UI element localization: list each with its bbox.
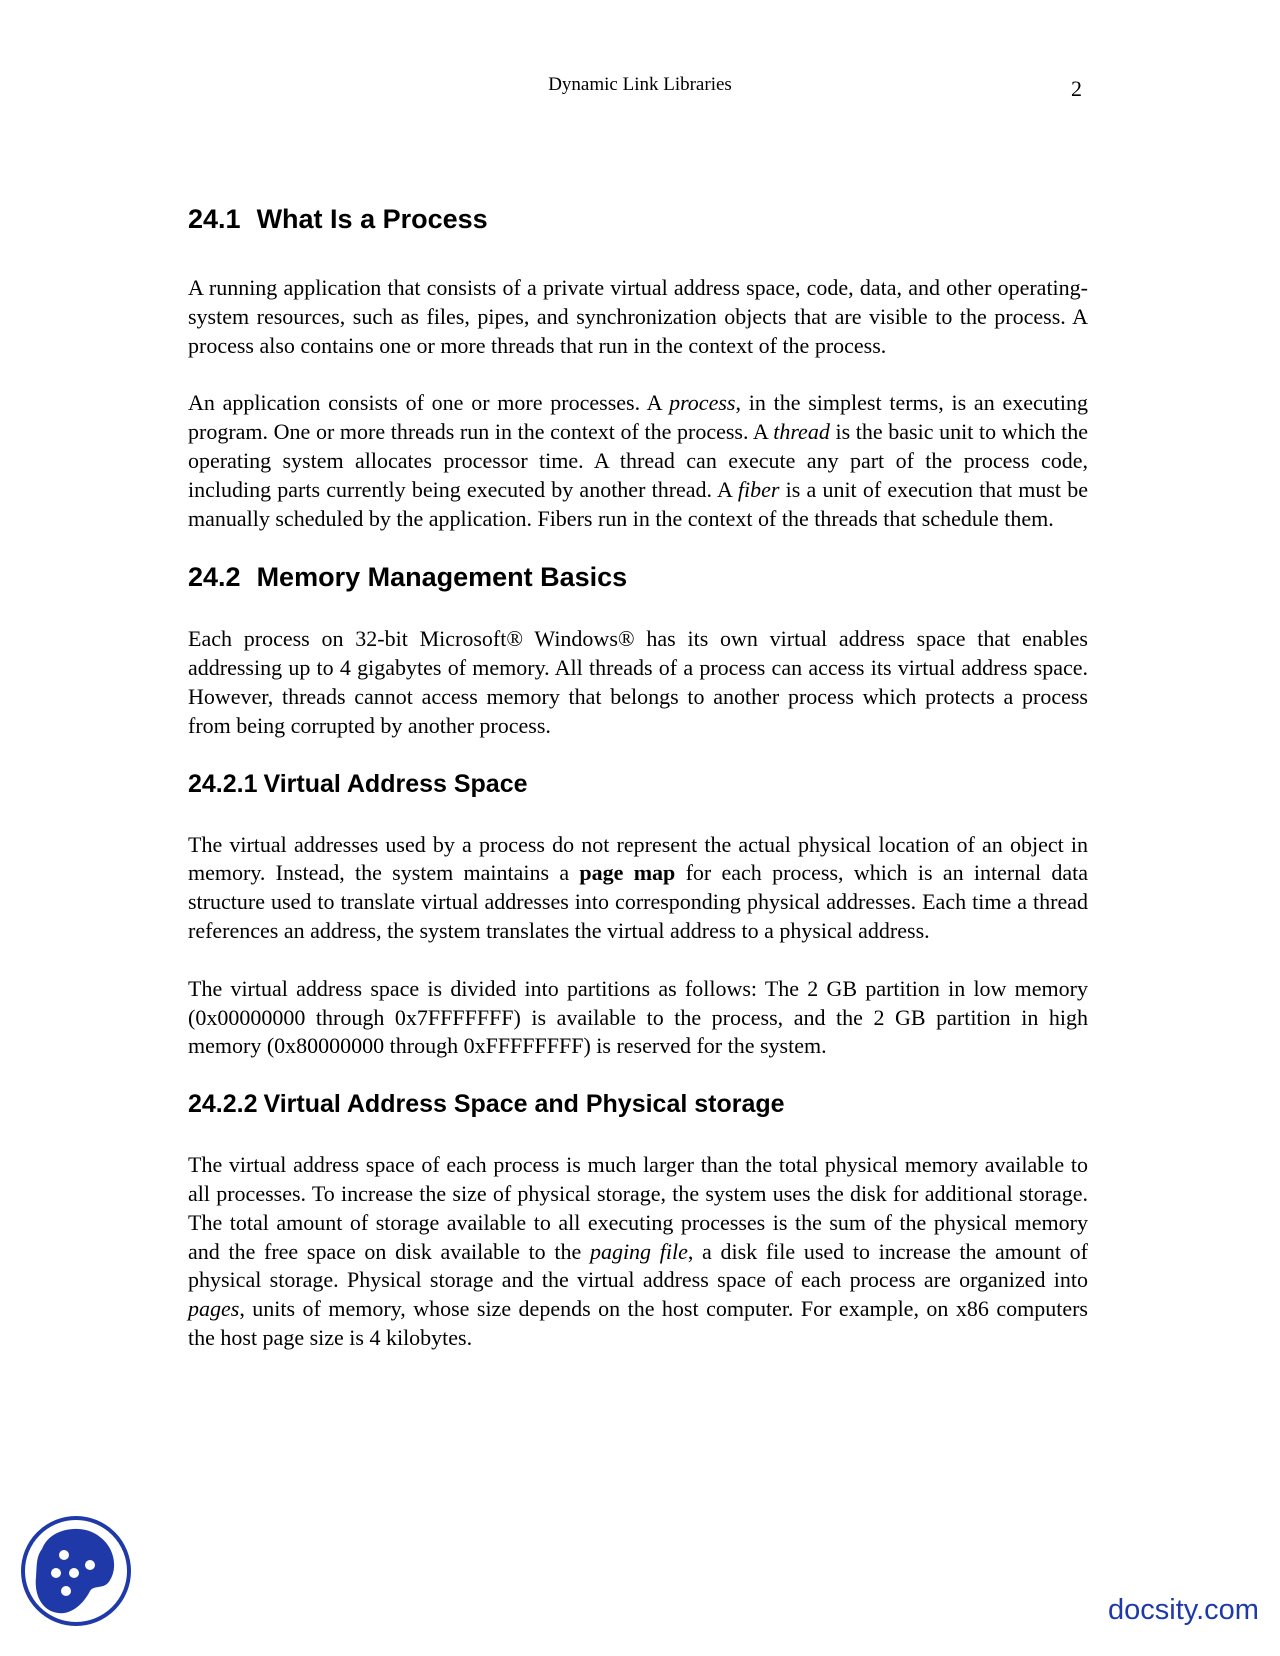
section-heading-24-2-2 [188, 1090, 1088, 1119]
section-heading-24-2 [188, 562, 1088, 593]
section-number: 24.2.1 [188, 769, 258, 798]
section-number: 24.1 [188, 204, 241, 234]
text-run: for each process, which is an internal data structure used to translate virtual addresses into corresponding physical addresses. Each time a thread references an address, the system translates the virtual address to a physical address. [188, 860, 1089, 943]
paragraph-partitions: The virtual address space is divided into partitions as follows: The 2 GB partition in low memory (0x00000000 through 0x7FFFFFFF) is available to the process, and the 2 GB partition in high memory (0x80000000 through 0xFFFFFFFF) is reserved for the system. [188, 975, 1088, 1059]
text-run: is a unit of execution that must be manually scheduled by the application. Fibers run in the context of the threads that schedule them. [188, 476, 1088, 531]
text-run: , units of memory, whose size depends on the host computer. For example, on x86 computers the host page size is 4 kilobytes. [188, 1296, 1088, 1350]
section-title: What Is a Process [256, 204, 488, 234]
docsity-logo-graphic [20, 1515, 132, 1627]
term-page-map: page map [579, 860, 676, 886]
section-title: Memory Management Basics [256, 562, 628, 593]
docsity-logo-icon[interactable] [20, 1515, 132, 1627]
running-header: Dynamic Link Libraries [548, 74, 732, 95]
term-thread: thread [773, 419, 830, 445]
paragraph-virtual-addresses [188, 831, 1088, 946]
text-run: , a disk file used to increase the amount of physical storage. Physical storage and the virtual address space of each process are organized into [188, 1238, 1088, 1293]
paragraph-process-thread-fiber [188, 389, 1088, 533]
text-run: An application consists of one or more processes. A [188, 390, 670, 416]
page-content [188, 200, 1088, 1353]
page-number: 2 [1071, 76, 1082, 101]
paragraph-process-definition: A running application that consists of a private virtual address space, code, data, and other operating-system resources, such as files, pipes, and synchronization objects that are visible to the process. A process also contains one or more threads that run in the context of the process. [188, 275, 1088, 358]
section-number: 24.2 [188, 562, 241, 593]
text-run: The virtual addresses used by a process do not represent the actual physical location of an object in memory. Instead, the system maintains a [188, 831, 1088, 886]
term-pages: pages [188, 1296, 240, 1322]
section-title: Virtual Address Space and Physical storage [263, 1090, 785, 1119]
text-run: is the basic unit to which the operating system allocates processor time. A thread can execute any part of the process code, including parts currently being executed by another thread. A [188, 419, 1089, 502]
text-run: , in the simplest terms, is an executing program. One or more threads run in the context of the process. A [188, 390, 1088, 445]
section-heading-24-2-1 [188, 770, 1088, 799]
paragraph-memory-basics: Each process on 32-bit Microsoft® Windows® has its own virtual address space that enables addressing up to 4 gigabytes of memory. All threads of a process can access its virtual address space. However, threads cannot access memory that belongs to another process which protects a process from being corrupted by another process. [188, 626, 1088, 738]
term-process: process [669, 390, 736, 416]
section-heading-24-1 [188, 204, 1088, 235]
term-fiber: fiber [737, 476, 780, 502]
section-title: Virtual Address Space [263, 769, 528, 798]
section-number: 24.2.2 [188, 1090, 258, 1119]
docsity-brand-link[interactable]: docsity.com [1108, 1594, 1259, 1626]
paragraph-physical-storage [188, 1151, 1088, 1353]
text-run: The virtual address space of each process is much larger than the total physical memory available to all processes. To increase the size of physical storage, the system uses the disk for additional storage. The total amount of storage available to all executing processes is the sum of the physical memory and the free space on disk available to the [188, 1152, 1088, 1264]
term-paging-file: paging file [589, 1238, 688, 1264]
